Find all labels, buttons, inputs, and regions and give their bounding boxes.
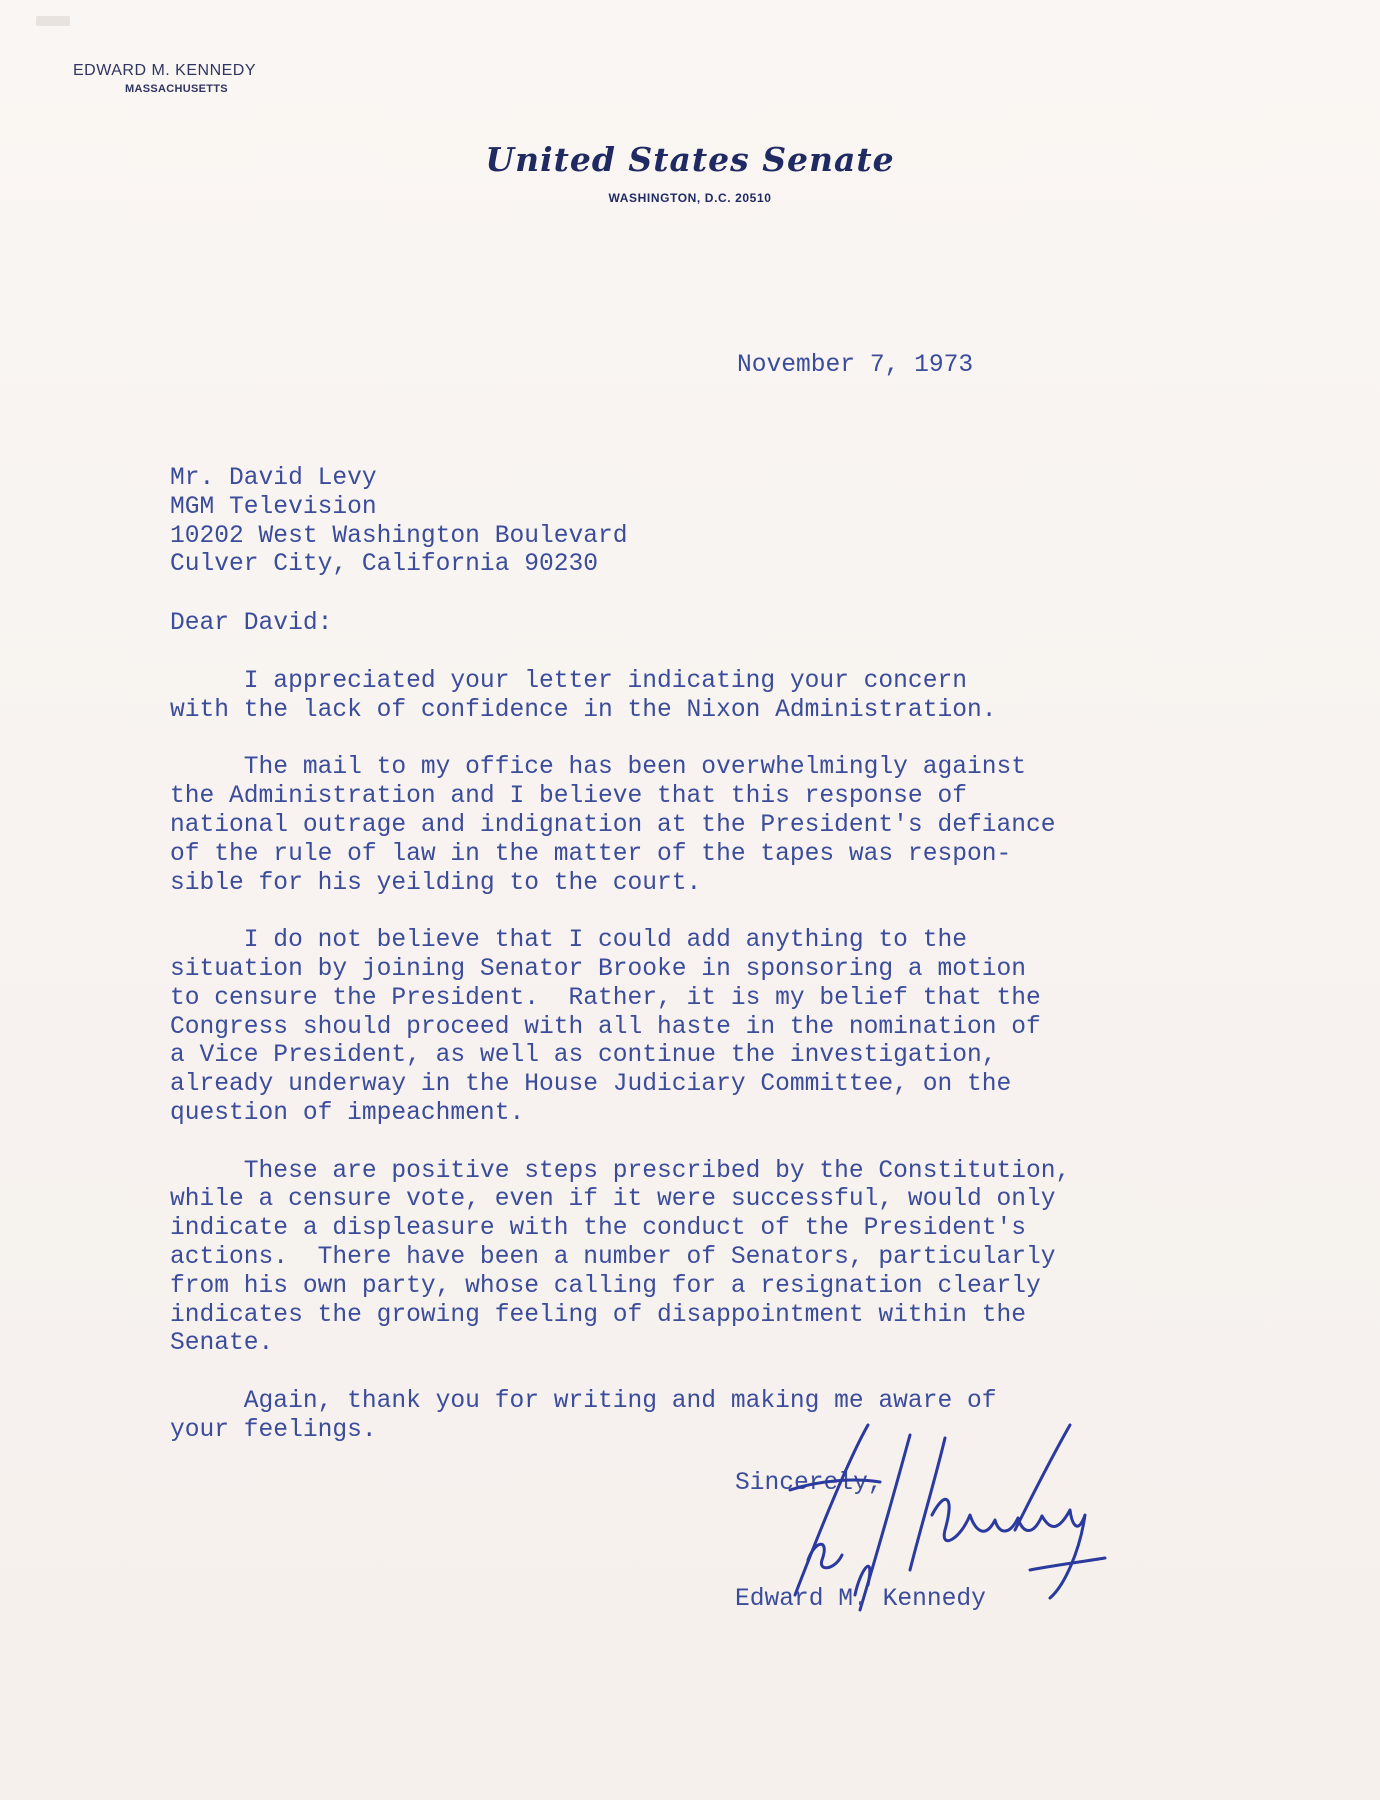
paragraph-5: Again, thank you for writing and making me aware of your feelings. bbox=[170, 1387, 997, 1444]
paragraph-2: The mail to my office has been overwhelmingly against the Administration and I believe that this response of national outrage and indignation at the President's defiance of the rule of law in the matter of the tapes was respon- sible for his yeilding to the court. bbox=[170, 754, 1056, 897]
letter-date: November 7, 1973 bbox=[737, 352, 974, 379]
institution-title: United States Senate bbox=[485, 140, 895, 179]
recipient-company: MGM Television bbox=[170, 493, 377, 521]
sender-state: MASSACHUSETTS bbox=[125, 83, 228, 95]
paragraph-4: These are positive steps prescribed by the Constitution, while a censure vote, even if it were successful, would only indicate a displeasure with the conduct of the President's actions. There have been a number of Senators, particularly from his own party, whose calling for a resignation clearly indicates the growing feeling of disappointment within the Senate. bbox=[170, 1157, 1071, 1358]
letterhead bbox=[400, 140, 980, 205]
sender-name: EDWARD M. KENNEDY bbox=[73, 62, 257, 79]
salutation: Dear David: bbox=[170, 610, 333, 637]
archive-mark bbox=[36, 16, 70, 26]
closing: Sincerely, bbox=[735, 1470, 883, 1497]
institution-address: WASHINGTON, D.C. 20510 bbox=[608, 191, 772, 205]
paragraph-3: I do not believe that I could add anything to the situation by joining Senator Brooke in sponsoring a motion to censure the President. Rather, it is my belief that the Congress should proceed with all haste in the nomination of a Vice President, as well as continue the investigation, already underway in the House Judiciary Committee, on the question of impeachment. bbox=[170, 927, 1041, 1127]
recipient-city: Culver City, California 90230 bbox=[170, 551, 599, 579]
signer-name: Edward M. Kennedy bbox=[735, 1586, 986, 1613]
paragraph-1: I appreciated your letter indicating your concern with the lack of confidence in the Nixon Administration. bbox=[170, 668, 997, 724]
recipient-street: 10202 West Washington Boulevard bbox=[170, 522, 628, 550]
sender-block bbox=[73, 62, 256, 95]
letter-body bbox=[170, 668, 1070, 1474]
recipient-name: Mr. David Levy bbox=[170, 465, 377, 492]
recipient-address bbox=[170, 465, 628, 580]
